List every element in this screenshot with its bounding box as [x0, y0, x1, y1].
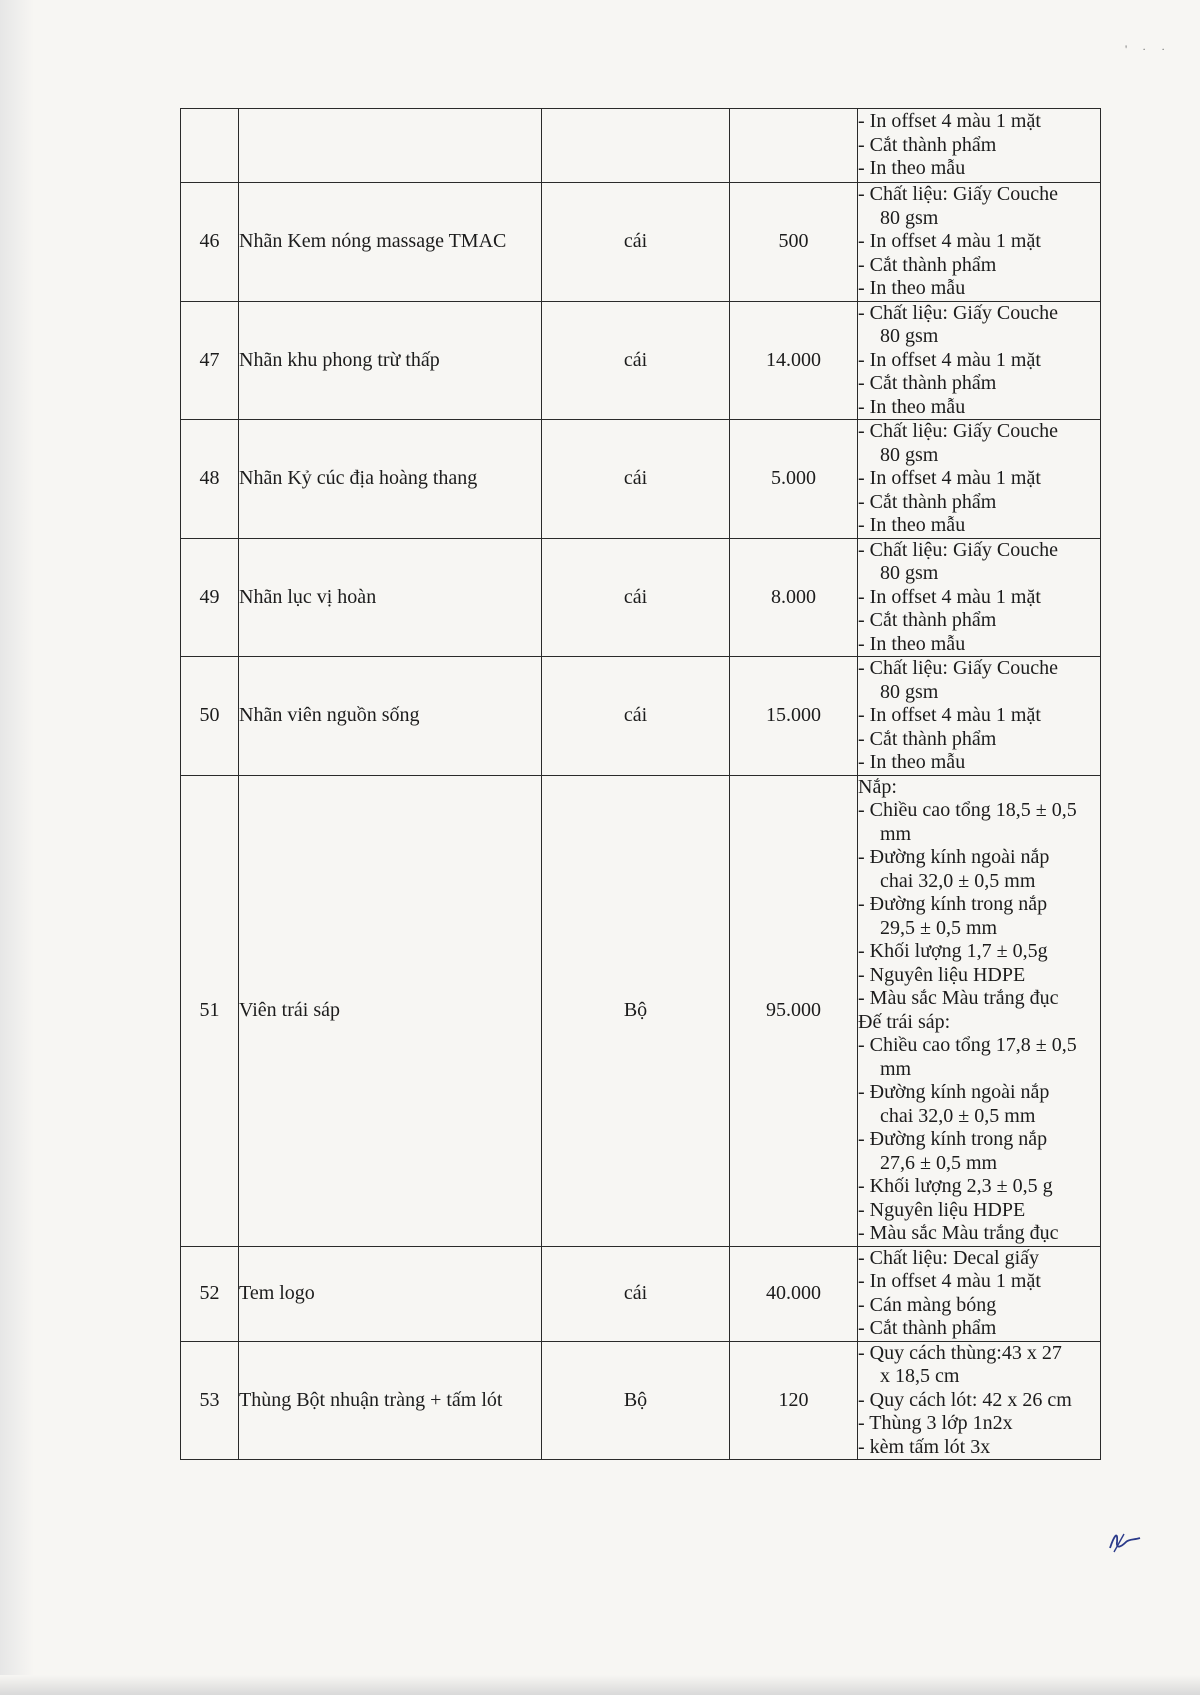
- spec-line: - In offset 4 màu 1 mặt: [858, 467, 1041, 489]
- spec-line: - Cắt thành phẩm: [858, 253, 997, 276]
- spec-line: - Quy cách lót: 42 x 26 cm: [858, 1388, 1072, 1411]
- row-number-cell: [181, 109, 239, 183]
- unit-cell: cái: [542, 420, 730, 539]
- unit-cell: Bộ: [542, 775, 730, 1246]
- spec-line: - In offset 4 màu 1 mặt: [858, 110, 1041, 133]
- item-name-cell: Nhãn khu phong trừ thấp: [239, 301, 542, 420]
- spec-line: - In theo mẫu: [858, 632, 966, 655]
- specification-cell: [858, 775, 1101, 1246]
- spec-line: - In theo mẫu: [858, 157, 966, 180]
- item-name-cell: [239, 109, 542, 183]
- spec-line: - Chiều cao tổng 18,5 ± 0,5: [858, 799, 1077, 821]
- spec-line: - Khối lượng 2,3 ± 0,5 g: [858, 1175, 1053, 1197]
- spec-line: - Thùng 3 lớp 1n2x: [858, 1412, 1013, 1434]
- spec-line: - Màu sắc Màu trắng đục: [858, 987, 1059, 1009]
- spec-line: - In theo mẫu: [858, 514, 966, 536]
- spec-line: Đế trái sáp:: [858, 1010, 951, 1033]
- spec-line: chai 32,0 ± 0,5 mm: [880, 1104, 1036, 1127]
- spec-line: - In offset 4 màu 1 mặt: [858, 585, 1041, 608]
- spec-line: x 18,5 cm: [880, 1365, 960, 1387]
- specification-cell: [858, 1246, 1101, 1341]
- quantity-cell: 500: [730, 183, 858, 302]
- table-row: [181, 420, 1101, 539]
- table-row: [181, 301, 1101, 420]
- spec-line: - Quy cách thùng:43 x 27: [858, 1341, 1062, 1364]
- spec-line: 80 gsm: [880, 443, 939, 466]
- specification-cell: [858, 420, 1101, 539]
- item-name-cell: Nhãn Kỷ cúc địa hoàng thang: [239, 420, 542, 539]
- specification-cell: [858, 301, 1101, 420]
- row-number-cell: 48: [181, 420, 239, 539]
- spec-line: - Cắt thành phẩm: [858, 727, 997, 750]
- quantity-cell: 14.000: [730, 301, 858, 420]
- unit-cell: cái: [542, 301, 730, 420]
- unit-cell: cái: [542, 538, 730, 657]
- spec-line: 80 gsm: [880, 325, 939, 347]
- table-row: [181, 775, 1101, 1246]
- scan-shadow-bottom: [0, 1675, 1200, 1695]
- spec-line: chai 32,0 ± 0,5 mm: [880, 869, 1036, 892]
- spec-line: - Chất liệu: Giấy Couche: [858, 657, 1058, 679]
- item-name-cell: Viên trái sáp: [239, 775, 542, 1246]
- specification-cell: [858, 109, 1101, 183]
- spec-line: 80 gsm: [880, 562, 939, 584]
- spec-line: - Cắt thành phẩm: [858, 1317, 997, 1339]
- row-number-cell: 49: [181, 538, 239, 657]
- scan-shadow-left: [0, 0, 34, 1695]
- item-name-cell: Nhãn lục vị hoàn: [239, 538, 542, 657]
- table-row: [181, 1246, 1101, 1341]
- item-name-cell: Thùng Bột nhuận tràng + tấm lót: [239, 1341, 542, 1460]
- row-number-cell: 50: [181, 657, 239, 776]
- unit-cell: cái: [542, 183, 730, 302]
- spec-line: - Cắt thành phẩm: [858, 372, 997, 394]
- row-number-cell: 53: [181, 1341, 239, 1460]
- items-table: [180, 108, 1101, 1460]
- spec-line: - Khối lượng 1,7 ± 0,5g: [858, 940, 1048, 962]
- spec-line: 80 gsm: [880, 206, 939, 229]
- table-row: [181, 183, 1101, 302]
- specification-cell: [858, 1341, 1101, 1460]
- spec-line: - In offset 4 màu 1 mặt: [858, 348, 1041, 371]
- spec-line: - Cắt thành phẩm: [858, 609, 997, 631]
- unit-cell: [542, 109, 730, 183]
- spec-line: - Chất liệu: Giấy Couche: [858, 301, 1058, 324]
- row-number-cell: 51: [181, 775, 239, 1246]
- item-name-cell: Nhãn Kem nóng massage TMAC: [239, 183, 542, 302]
- spec-line: mm: [880, 1057, 912, 1080]
- scan-marks: ' · ·: [1125, 42, 1172, 56]
- unit-cell: Bộ: [542, 1341, 730, 1460]
- table-row: [181, 1341, 1101, 1460]
- spec-line: - In offset 4 màu 1 mặt: [858, 230, 1041, 252]
- spec-line: mm: [880, 822, 912, 845]
- unit-cell: cái: [542, 657, 730, 776]
- spec-line: - In offset 4 màu 1 mặt: [858, 704, 1041, 726]
- quantity-cell: 95.000: [730, 775, 858, 1246]
- spec-line: - Màu sắc Màu trắng đục: [858, 1222, 1059, 1244]
- row-number-cell: 46: [181, 183, 239, 302]
- spec-line: - Chất liệu: Decal giấy: [858, 1246, 1040, 1269]
- spec-line: 29,5 ± 0,5 mm: [880, 916, 998, 939]
- row-number-cell: 47: [181, 301, 239, 420]
- spec-line: - Đường kính trong nắp: [858, 1128, 1048, 1150]
- item-name-cell: Tem logo: [239, 1246, 542, 1341]
- table-row: [181, 657, 1101, 776]
- spec-line: - Nguyên liệu HDPE: [858, 963, 1026, 986]
- spec-line: - Chất liệu: Giấy Couche: [858, 420, 1058, 442]
- specification-cell: [858, 657, 1101, 776]
- spec-line: Nắp:: [858, 775, 897, 798]
- quantity-cell: 15.000: [730, 657, 858, 776]
- spec-line: - Nguyên liệu HDPE: [858, 1198, 1026, 1221]
- spec-line: - kèm tấm lót 3x: [858, 1435, 991, 1458]
- item-name-cell: Nhãn viên nguồn sống: [239, 657, 542, 776]
- spec-line: - Đường kính ngoài nắp: [858, 846, 1050, 868]
- quantity-cell: 5.000: [730, 420, 858, 539]
- spec-line: - In theo mẫu: [858, 277, 966, 299]
- row-number-cell: 52: [181, 1246, 239, 1341]
- spec-line: - Đường kính ngoài nắp: [858, 1081, 1050, 1103]
- spec-line: - Chất liệu: Giấy Couche: [858, 183, 1058, 205]
- quantity-cell: 120: [730, 1341, 858, 1460]
- spec-line: - In offset 4 màu 1 mặt: [858, 1270, 1041, 1292]
- spec-line: - Cắt thành phẩm: [858, 133, 997, 156]
- spec-line: 80 gsm: [880, 680, 939, 703]
- spec-line: - Đường kính trong nắp: [858, 893, 1048, 915]
- spec-line: - In theo mẫu: [858, 751, 966, 773]
- quantity-cell: 8.000: [730, 538, 858, 657]
- spec-line: 27,6 ± 0,5 mm: [880, 1151, 998, 1174]
- spec-line: - Cắt thành phẩm: [858, 490, 997, 513]
- spec-line: - Chiều cao tổng 17,8 ± 0,5: [858, 1034, 1077, 1056]
- table-row: [181, 109, 1101, 183]
- items-table-body: [181, 109, 1101, 1460]
- spec-line: - In theo mẫu: [858, 395, 966, 418]
- specification-cell: [858, 538, 1101, 657]
- unit-cell: cái: [542, 1246, 730, 1341]
- quantity-cell: [730, 109, 858, 183]
- initials-signature: [1104, 1526, 1144, 1556]
- table-row: [181, 538, 1101, 657]
- spec-line: - Cán màng bóng: [858, 1293, 997, 1316]
- quantity-cell: 40.000: [730, 1246, 858, 1341]
- specification-cell: [858, 183, 1101, 302]
- spec-line: - Chất liệu: Giấy Couche: [858, 538, 1058, 561]
